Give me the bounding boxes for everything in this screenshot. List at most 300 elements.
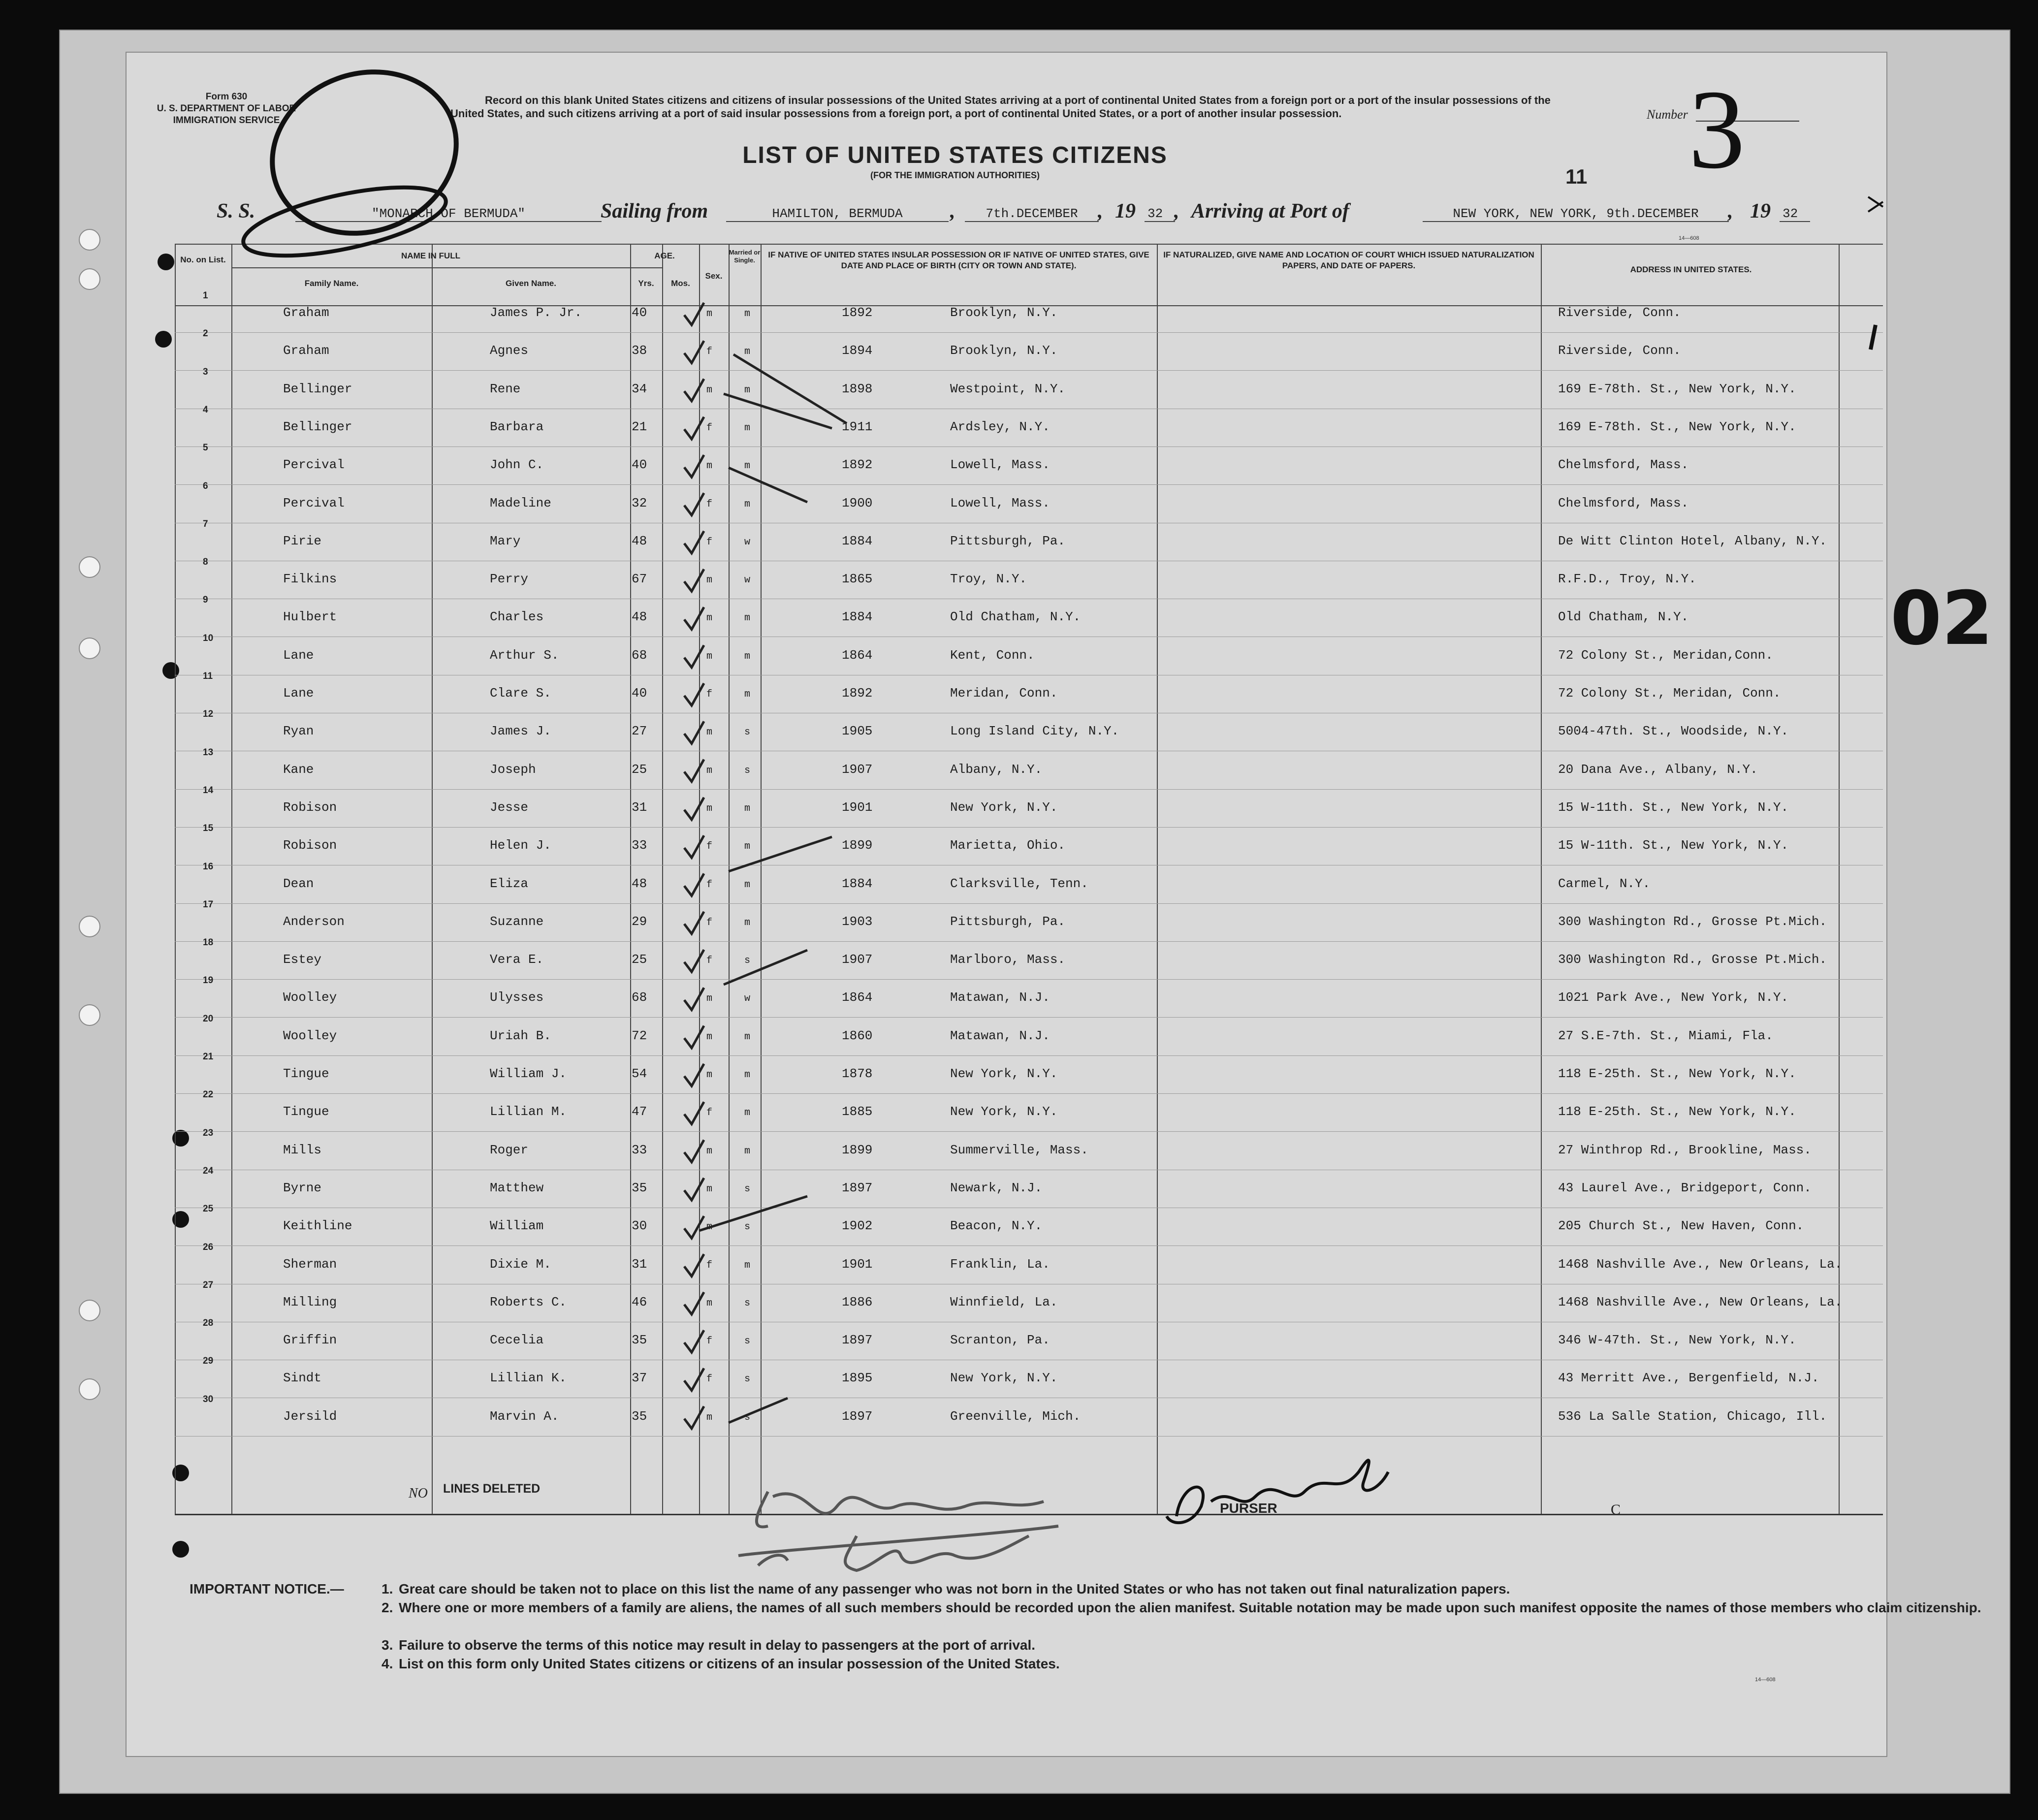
cell-address: Old Chatham, N.Y. xyxy=(1558,609,1689,625)
cell-ms: m xyxy=(744,802,751,814)
cell-age: 40 xyxy=(632,686,647,701)
notice-item-4 xyxy=(382,1655,2013,1673)
cell-age: 35 xyxy=(632,1333,647,1348)
cell-given: Lillian M. xyxy=(490,1104,567,1119)
checkmark xyxy=(684,1102,704,1124)
cell-place: Lowell, Mass. xyxy=(950,495,1050,511)
notice-number: 3. xyxy=(382,1637,393,1653)
checkmark-stroke xyxy=(729,1398,788,1423)
header-naturalized: IF NATURALIZED, GIVE NAME AND LOCATION OF COURT WHICH ISSUED NATURALIZATION PAPERS, AND DATE OF PAPERS. xyxy=(1163,250,1534,270)
cell-age: 33 xyxy=(632,838,647,853)
cell-ms: s xyxy=(744,1411,751,1423)
cell-age: 68 xyxy=(632,990,647,1005)
row-number: 19 xyxy=(203,975,214,986)
cell-age: 72 xyxy=(632,1028,647,1043)
cell-year: 1911 xyxy=(842,419,873,434)
cell-ms: m xyxy=(744,308,751,319)
cell-family: Graham xyxy=(283,343,329,358)
cell-place: Old Chatham, N.Y. xyxy=(950,609,1081,625)
cell-sex: f xyxy=(706,1373,713,1385)
cell-address: Chelmsford, Mass. xyxy=(1558,457,1689,473)
cell-place: Marlboro, Mass. xyxy=(950,952,1066,967)
cell-address: 300 Washington Rd., Grosse Pt.Mich. xyxy=(1558,952,1827,967)
cell-address: 1468 Nashville Ave., New Orleans, La. xyxy=(1558,1294,1843,1309)
adjacent-page-fragment: 02 xyxy=(1890,576,1993,662)
cell-given: Joseph xyxy=(490,762,536,777)
cell-place: Marietta, Ohio. xyxy=(950,838,1066,853)
checkmark xyxy=(684,341,704,363)
row-number: 28 xyxy=(203,1318,214,1329)
cell-sex: f xyxy=(706,1259,713,1271)
cell-year: 1884 xyxy=(842,876,873,891)
cell-sex: f xyxy=(706,841,713,853)
cell-age: 40 xyxy=(632,305,647,320)
cell-sex: f xyxy=(706,346,713,358)
checkmark xyxy=(684,645,704,668)
cell-ms: m xyxy=(744,612,751,624)
row-number: 18 xyxy=(203,937,214,948)
cell-sex: m xyxy=(706,308,713,319)
cell-family: Bellinger xyxy=(283,381,352,396)
row-number: 13 xyxy=(203,747,214,758)
checkmark xyxy=(684,950,704,972)
notice-heading: IMPORTANT NOTICE.— xyxy=(190,1581,344,1596)
cell-given: Roberts C. xyxy=(490,1294,567,1309)
cell-year: 1899 xyxy=(842,1142,873,1157)
header-given-name: Given Name. xyxy=(506,279,556,288)
row-number: 1 xyxy=(203,290,208,301)
checkmark-stroke xyxy=(699,1196,807,1231)
cell-ms: m xyxy=(744,841,751,853)
row-number: 9 xyxy=(203,595,208,606)
cell-family: Woolley xyxy=(283,990,337,1005)
lines-deleted-stamp: LINES DELETED xyxy=(443,1482,541,1496)
cell-given: Barbara xyxy=(490,419,544,434)
header-no: No. on List. xyxy=(180,255,226,264)
checkmark xyxy=(684,988,704,1010)
cell-year: 1894 xyxy=(842,343,873,358)
row-number: 22 xyxy=(203,1089,214,1100)
checkmark xyxy=(684,1368,704,1390)
cell-ms: w xyxy=(744,993,751,1005)
row-number: 20 xyxy=(203,1013,214,1024)
checkmark xyxy=(684,1254,704,1277)
row-number: 2 xyxy=(203,328,208,339)
ss-label: S. S. xyxy=(217,200,255,223)
row-number: 5 xyxy=(203,443,208,453)
cell-address: Carmel, N.Y. xyxy=(1558,876,1651,891)
cell-age: 25 xyxy=(632,762,647,777)
checkmark-stroke xyxy=(724,394,832,428)
cell-given: Mary xyxy=(490,533,521,548)
cell-address: 169 E-78th. St., New York, N.Y. xyxy=(1558,419,1796,434)
cell-given: Perry xyxy=(490,572,529,587)
cell-ms: s xyxy=(744,765,751,776)
cell-address: 72 Colony St., Meridan,Conn. xyxy=(1558,647,1773,663)
cell-sex: m xyxy=(706,765,713,776)
cell-year: 1884 xyxy=(842,609,873,625)
cell-age: 31 xyxy=(632,799,647,815)
row-number: 30 xyxy=(203,1394,214,1405)
cell-ms: s xyxy=(744,1221,751,1233)
cell-age: 34 xyxy=(632,381,647,396)
cell-year: 1898 xyxy=(842,381,873,396)
checkmark xyxy=(684,379,704,401)
cell-age: 35 xyxy=(632,1408,647,1424)
cell-family: Estey xyxy=(283,952,322,967)
cell-given: Jesse xyxy=(490,799,529,815)
notice-item-1 xyxy=(382,1580,2013,1598)
cell-place: Troy, N.Y. xyxy=(950,572,1027,587)
cell-address: De Witt Clinton Hotel, Albany, N.Y. xyxy=(1558,533,1827,548)
notice-text: Great care should be taken not to place on this list the name of any passenger who was not born in the United States or who has not taken out final naturalization papers. xyxy=(399,1581,1510,1596)
cell-ms: m xyxy=(744,498,751,510)
cell-ms: s xyxy=(744,1183,751,1195)
cell-address: 27 S.E-7th. St., Miami, Fla. xyxy=(1558,1028,1773,1043)
cell-year: 1903 xyxy=(842,914,873,929)
cell-age: 35 xyxy=(632,1180,647,1195)
handwritten-no: NO xyxy=(409,1486,428,1501)
cell-sex: m xyxy=(706,1183,713,1195)
year-prefix: 19 xyxy=(1115,200,1136,223)
notice-text: Failure to observe the terms of this notice may result in delay to passengers at the port of arrival. xyxy=(399,1637,1036,1653)
cell-age: 48 xyxy=(632,533,647,548)
arrival-year-prefix: 19 xyxy=(1750,200,1771,223)
cell-family: Dean xyxy=(283,876,314,891)
checkmark xyxy=(684,1178,704,1200)
cell-sex: m xyxy=(706,460,713,472)
row-number: 21 xyxy=(203,1052,214,1062)
cell-sex: f xyxy=(706,1107,713,1119)
cell-age: 38 xyxy=(632,343,647,358)
cell-sex: f xyxy=(706,689,713,700)
checkmark xyxy=(684,1406,704,1429)
cell-address: 20 Dana Ave., Albany, N.Y. xyxy=(1558,762,1758,777)
cell-ms: s xyxy=(744,1297,751,1309)
cell-place: Pittsburgh, Pa. xyxy=(950,914,1066,929)
cell-age: 68 xyxy=(632,647,647,663)
cell-place: Albany, N.Y. xyxy=(950,762,1043,777)
purser-signature xyxy=(1167,1460,1388,1523)
ship-name: "MONARCH OF BERMUDA" xyxy=(295,206,602,222)
row-number: 27 xyxy=(203,1279,214,1290)
cell-sex: m xyxy=(706,802,713,814)
cell-place: Greenville, Mich. xyxy=(950,1408,1081,1424)
header-family-name: Family Name. xyxy=(304,279,359,288)
cell-place: Meridan, Conn. xyxy=(950,686,1058,701)
purser-label: PURSER xyxy=(1220,1501,1277,1516)
cell-given: Lillian K. xyxy=(490,1371,567,1386)
cell-year: 1884 xyxy=(842,533,873,548)
year-suffix: 32 xyxy=(1145,206,1175,222)
cell-family: Keithline xyxy=(283,1218,352,1234)
cell-age: 27 xyxy=(632,724,647,739)
cell-ms: m xyxy=(744,1031,751,1043)
cell-family: Bellinger xyxy=(283,419,352,434)
cell-address: 27 Winthrop Rd., Brookline, Mass. xyxy=(1558,1142,1812,1157)
cell-given: Vera E. xyxy=(490,952,544,967)
c-mark: C xyxy=(1611,1501,1621,1518)
cell-family: Mills xyxy=(283,1142,322,1157)
cell-age: 31 xyxy=(632,1256,647,1272)
checkmark xyxy=(684,835,704,858)
row-number: 14 xyxy=(203,785,214,796)
row-number: 6 xyxy=(203,480,208,491)
cell-given: Uriah B. xyxy=(490,1028,551,1043)
cell-ms: m xyxy=(744,384,751,396)
number-label: Number xyxy=(1647,107,1688,122)
cell-family: Filkins xyxy=(283,572,337,587)
cell-family: Percival xyxy=(283,457,345,473)
cell-given: Matthew xyxy=(490,1180,544,1195)
form-code: 14—608 xyxy=(1755,1677,1776,1683)
comma: , xyxy=(1728,200,1733,223)
cell-sex: f xyxy=(706,498,713,510)
header-married-single: Married or Single. xyxy=(729,249,761,264)
cell-given: Clare S. xyxy=(490,686,551,701)
cell-year: 1901 xyxy=(842,799,873,815)
cell-year: 1900 xyxy=(842,495,873,511)
cell-place: Kent, Conn. xyxy=(950,647,1035,663)
cell-year: 1878 xyxy=(842,1066,873,1081)
notice-text: List on this form only United States citizens or citizens of an insular possession of the United States. xyxy=(399,1656,1060,1671)
cell-year: 1864 xyxy=(842,647,873,663)
cell-year: 1892 xyxy=(842,457,873,473)
cell-given: Ulysses xyxy=(490,990,544,1005)
cell-given: James P. Jr. xyxy=(490,305,582,320)
cell-given: Eliza xyxy=(490,876,529,891)
row-number: 7 xyxy=(203,518,208,529)
department-name: U. S. DEPARTMENT OF LABOR xyxy=(157,103,296,114)
cell-sex: f xyxy=(706,879,713,891)
cell-sex: m xyxy=(706,727,713,738)
header-yrs: Yrs. xyxy=(638,279,654,288)
checkmark-stroke xyxy=(729,468,807,502)
cell-age: 46 xyxy=(632,1294,647,1309)
comma: , xyxy=(950,200,955,223)
cell-address: 536 La Salle Station, Chicago, Ill. xyxy=(1558,1408,1827,1424)
printer-mark: 14—608 xyxy=(1679,235,1699,241)
cell-ms: s xyxy=(744,1373,751,1385)
cell-family: Tingue xyxy=(283,1104,329,1119)
cell-family: Robison xyxy=(283,838,337,853)
cell-place: New York, N.Y. xyxy=(950,799,1058,815)
cell-address: 72 Colony St., Meridan, Conn. xyxy=(1558,686,1781,701)
cell-ms: m xyxy=(744,650,751,662)
cell-year: 1865 xyxy=(842,572,873,587)
cell-year: 1907 xyxy=(842,952,873,967)
cell-age: 32 xyxy=(632,495,647,511)
checkmark xyxy=(684,874,704,896)
cell-ms: s xyxy=(744,1336,751,1347)
cell-ms: m xyxy=(744,1259,751,1271)
cell-address: Riverside, Conn. xyxy=(1558,305,1681,320)
cell-age: 30 xyxy=(632,1218,647,1234)
checkmark xyxy=(684,912,704,934)
cell-year: 1895 xyxy=(842,1371,873,1386)
cell-family: Kane xyxy=(283,762,314,777)
row-number: 11 xyxy=(203,671,213,681)
cell-place: Summerville, Mass. xyxy=(950,1142,1088,1157)
cell-family: Tingue xyxy=(283,1066,329,1081)
checkmark xyxy=(684,531,704,553)
cell-age: 54 xyxy=(632,1066,647,1081)
cell-age: 21 xyxy=(632,419,647,434)
sheet-number: 11 xyxy=(1565,165,1588,188)
arriving-label: Arriving at Port of xyxy=(1191,200,1349,223)
cell-sex: m xyxy=(706,1031,713,1043)
cell-family: Griffin xyxy=(283,1333,337,1348)
cell-ms: m xyxy=(744,1069,751,1081)
handwritten-circle xyxy=(250,47,479,259)
cell-place: Westpoint, N.Y. xyxy=(950,381,1066,396)
cell-ms: m xyxy=(744,346,751,358)
cell-sex: m xyxy=(706,993,713,1005)
cell-ms: m xyxy=(744,460,751,472)
sailing-date: 7th.DECEMBER xyxy=(965,206,1099,222)
row-number: 23 xyxy=(203,1127,214,1138)
cell-family: Graham xyxy=(283,305,329,320)
cell-year: 1905 xyxy=(842,724,873,739)
comma: , xyxy=(1174,200,1179,223)
cell-ms: m xyxy=(744,689,751,700)
cell-address: 169 E-78th. St., New York, N.Y. xyxy=(1558,381,1796,396)
cell-place: Pittsburgh, Pa. xyxy=(950,533,1066,548)
cell-year: 1902 xyxy=(842,1218,873,1234)
cell-ms: m xyxy=(744,917,751,928)
checkmark xyxy=(684,455,704,477)
cell-sex: m xyxy=(706,612,713,624)
cell-given: Rene xyxy=(490,381,521,396)
cell-family: Ryan xyxy=(283,724,314,739)
cell-given: John C. xyxy=(490,457,544,473)
cell-ms: s xyxy=(744,955,751,967)
cell-family: Byrne xyxy=(283,1180,322,1195)
cell-place: Winnfield, La. xyxy=(950,1294,1058,1309)
cell-family: Sherman xyxy=(283,1256,337,1272)
notice-text: Where one or more members of a family are aliens, the names of all such members should be recorded upon the alien manifest. Suitable notation may be made upon such manifest opposite the names of those members who claim citizenship. xyxy=(399,1600,1981,1615)
cell-age: 37 xyxy=(632,1371,647,1386)
row-number: 29 xyxy=(203,1356,214,1367)
cell-given: Agnes xyxy=(490,343,529,358)
cell-sex: m xyxy=(706,650,713,662)
record-instructions: Record on this blank United States citizens and citizens of insular possessions of the United States arriving at a port of continental United States from a foreign port or a port of the insular possessions of the United States, and such citizens arriving at a port of said insular possessions from a foreign port, a port of continental United States, or a port of another insular possession. xyxy=(450,94,1551,120)
row-number: 16 xyxy=(203,861,214,872)
cell-age: 48 xyxy=(632,609,647,625)
cell-address: 346 W-47th. St., New York, N.Y. xyxy=(1558,1333,1796,1348)
cell-family: Lane xyxy=(283,686,314,701)
handwritten-circle-inner xyxy=(238,174,451,270)
handwritten-tick xyxy=(1868,197,1883,212)
cell-given: Madeline xyxy=(490,495,551,511)
cell-address: 15 W-11th. St., New York, N.Y. xyxy=(1558,799,1789,815)
cell-place: Matawan, N.J. xyxy=(950,1028,1050,1043)
cell-place: Ardsley, N.Y. xyxy=(950,419,1050,434)
cell-ms: m xyxy=(744,879,751,891)
checkmark xyxy=(684,798,704,820)
cell-family: Lane xyxy=(283,647,314,663)
header-sex: Sex. xyxy=(705,271,723,281)
cell-year: 1899 xyxy=(842,838,873,853)
cell-given: Charles xyxy=(490,609,544,625)
cell-given: Arthur S. xyxy=(490,647,559,663)
cell-place: Beacon, N.Y. xyxy=(950,1218,1043,1234)
checkmark xyxy=(684,607,704,629)
cell-year: 1892 xyxy=(842,305,873,320)
checkmark xyxy=(684,1026,704,1048)
handwritten-tick xyxy=(1871,325,1876,350)
cell-address: 300 Washington Rd., Grosse Pt.Mich. xyxy=(1558,914,1827,929)
cell-age: 40 xyxy=(632,457,647,473)
cell-address: 43 Laurel Ave., Bridgeport, Conn. xyxy=(1558,1180,1812,1195)
header-mos: Mos. xyxy=(671,279,690,288)
cell-age: 47 xyxy=(632,1104,647,1119)
cell-sex: m xyxy=(706,384,713,396)
cell-family: Hulbert xyxy=(283,609,337,625)
cell-place: Franklin, La. xyxy=(950,1256,1050,1272)
cell-given: Helen J. xyxy=(490,838,551,853)
row-number: 15 xyxy=(203,823,214,834)
cell-year: 1907 xyxy=(842,762,873,777)
cell-sex: m xyxy=(706,1145,713,1157)
cell-place: Brooklyn, N.Y. xyxy=(950,305,1058,320)
cell-sex: f xyxy=(706,917,713,928)
cell-sex: f xyxy=(706,422,713,434)
row-number: 26 xyxy=(203,1242,214,1252)
cell-year: 1897 xyxy=(842,1333,873,1348)
checkmark xyxy=(684,493,704,515)
checkmark xyxy=(684,303,704,325)
row-number: 4 xyxy=(203,404,208,415)
cell-address: Riverside, Conn. xyxy=(1558,343,1681,358)
cell-place: Newark, N.J. xyxy=(950,1180,1043,1195)
cell-sex: m xyxy=(706,1411,713,1423)
cell-given: William xyxy=(490,1218,544,1234)
cell-sex: m xyxy=(706,1221,713,1233)
cell-family: Sindt xyxy=(283,1371,322,1386)
cell-age: 29 xyxy=(632,914,647,929)
checkmark xyxy=(684,1064,704,1086)
cell-year: 1901 xyxy=(842,1256,873,1272)
cell-place: New York, N.Y. xyxy=(950,1066,1058,1081)
checkmark xyxy=(684,417,704,439)
cell-place: New York, N.Y. xyxy=(950,1371,1058,1386)
cell-address: 1021 Park Ave., New York, N.Y. xyxy=(1558,990,1789,1005)
cell-address: 15 W-11th. St., New York, N.Y. xyxy=(1558,838,1789,853)
row-number: 25 xyxy=(203,1204,214,1214)
cell-given: Dixie M. xyxy=(490,1256,551,1272)
checkmark xyxy=(684,683,704,705)
cell-place: New York, N.Y. xyxy=(950,1104,1058,1119)
cell-given: Suzanne xyxy=(490,914,544,929)
cell-place: Clarksville, Tenn. xyxy=(950,876,1088,891)
checkmark xyxy=(684,1292,704,1314)
row-number: 24 xyxy=(203,1165,214,1176)
arrival-port-date: NEW YORK, NEW YORK, 9th.DECEMBER xyxy=(1423,206,1729,222)
service-name: IMMIGRATION SERVICE xyxy=(173,115,280,126)
cell-age: 25 xyxy=(632,952,647,967)
handwritten-list-number: 3 xyxy=(1688,66,1745,192)
cell-address: 118 E-25th. St., New York, N.Y. xyxy=(1558,1066,1796,1081)
header-name-in-full: NAME IN FULL xyxy=(401,251,460,260)
cell-family: Milling xyxy=(283,1294,337,1309)
cell-address: 5004-47th. St., Woodside, N.Y. xyxy=(1558,724,1789,739)
checkmark xyxy=(684,569,704,591)
cell-place: Matawan, N.J. xyxy=(950,990,1050,1005)
cell-address: Chelmsford, Mass. xyxy=(1558,495,1689,511)
cell-address: 205 Church St., New Haven, Conn. xyxy=(1558,1218,1804,1234)
row-number: 8 xyxy=(203,557,208,568)
